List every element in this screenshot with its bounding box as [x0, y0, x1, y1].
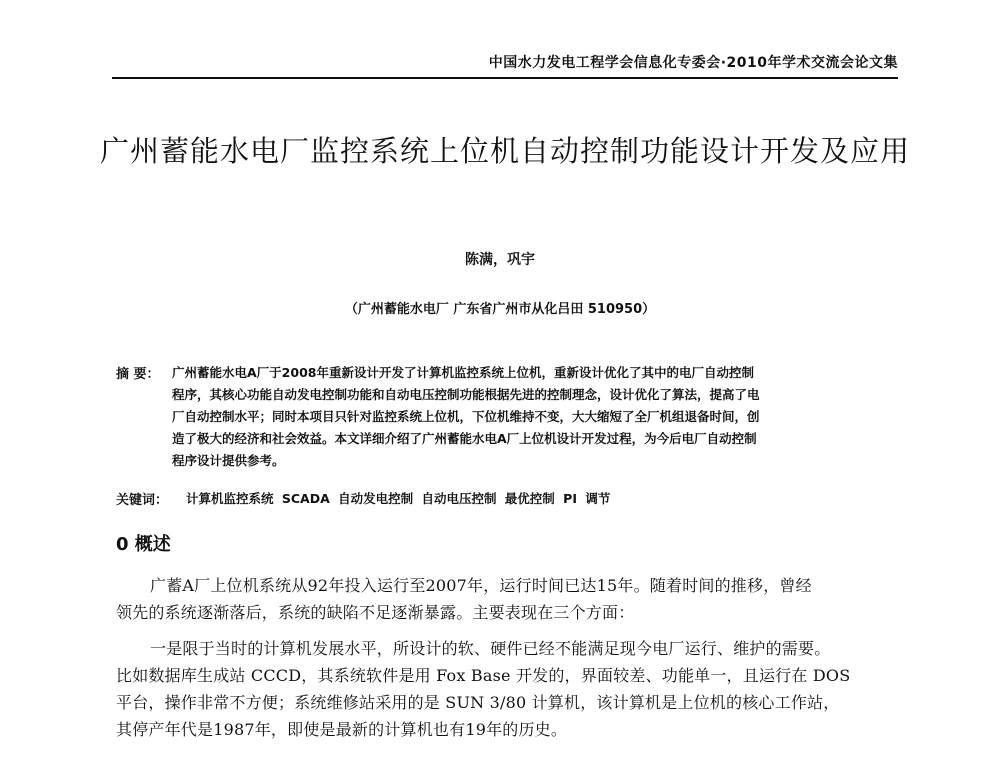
paper-title: 广州蓄能水电厂监控系统上位机自动控制功能设计开发及应用	[100, 134, 911, 168]
paragraph-line: 比如数据库生成站 CCCD，其系统软件是用 Fox Base 开发的，界面较差、功能单一，且运行在 DOS	[116, 666, 851, 685]
paragraph-line: 广蓄A厂上位机系统从92年投入运行至2007年，运行时间已达15年。随着时间的推移，曾经	[150, 576, 812, 595]
affiliation: （广州蓄能水电厂 广东省广州市从化吕田 510950）	[344, 302, 656, 317]
keywords-label: 关键词：	[116, 493, 169, 508]
paragraph-line: 其停产年代是1987年，即使是最新的计算机也有19年的历史。	[116, 720, 568, 739]
abstract-line: 造了极大的经济和社会效益。本文详细介绍了广州蓄能水电A厂上位机设计开发过程，为今后电厂自动控制	[172, 431, 757, 446]
abstract-line: 程序，其核心功能自动发电控制功能和自动电压控制功能根据先进的控制理念，设计优化了算法，提高了电	[172, 387, 760, 402]
abstract-line: 广州蓄能水电A厂于2008年重新设计开发了计算机监控系统上位机，重新设计优化了其中的电厂自动控制	[172, 365, 754, 380]
section-heading: 0 概述	[116, 534, 171, 555]
abstract-label: 摘 要：	[116, 367, 160, 382]
abstract-line: 厂自动控制水平；同时本项目只针对监控系统上位机，下位机维持不变，大大缩短了全厂机组退备时间，创	[172, 409, 760, 424]
paragraph-line: 领先的系统逐渐落后，系统的缺陷不足逐渐暴露。主要表现在三个方面：	[116, 603, 635, 622]
keywords-text: 计算机监控系统 SCADA 自动发电控制 自动电压控制 最优控制 PI 调节	[186, 491, 611, 506]
paragraph-line: 一是限于当时的计算机发展水平，所设计的软、硬件已经不能满足现今电厂运行、维护的需要。	[150, 639, 831, 658]
header-rule	[112, 77, 898, 79]
running-header: 中国水力发电工程学会信息化专委会·2010年学术交流会论文集	[488, 55, 898, 71]
abstract-line: 程序设计提供参考。	[172, 453, 285, 468]
paragraph-line: 平台，操作非常不方便；系统维修站采用的是 SUN 3/80 计算机，该计算机是上位机的核心工作站，	[116, 693, 840, 712]
authors: 陈满，巩宇	[465, 252, 535, 268]
